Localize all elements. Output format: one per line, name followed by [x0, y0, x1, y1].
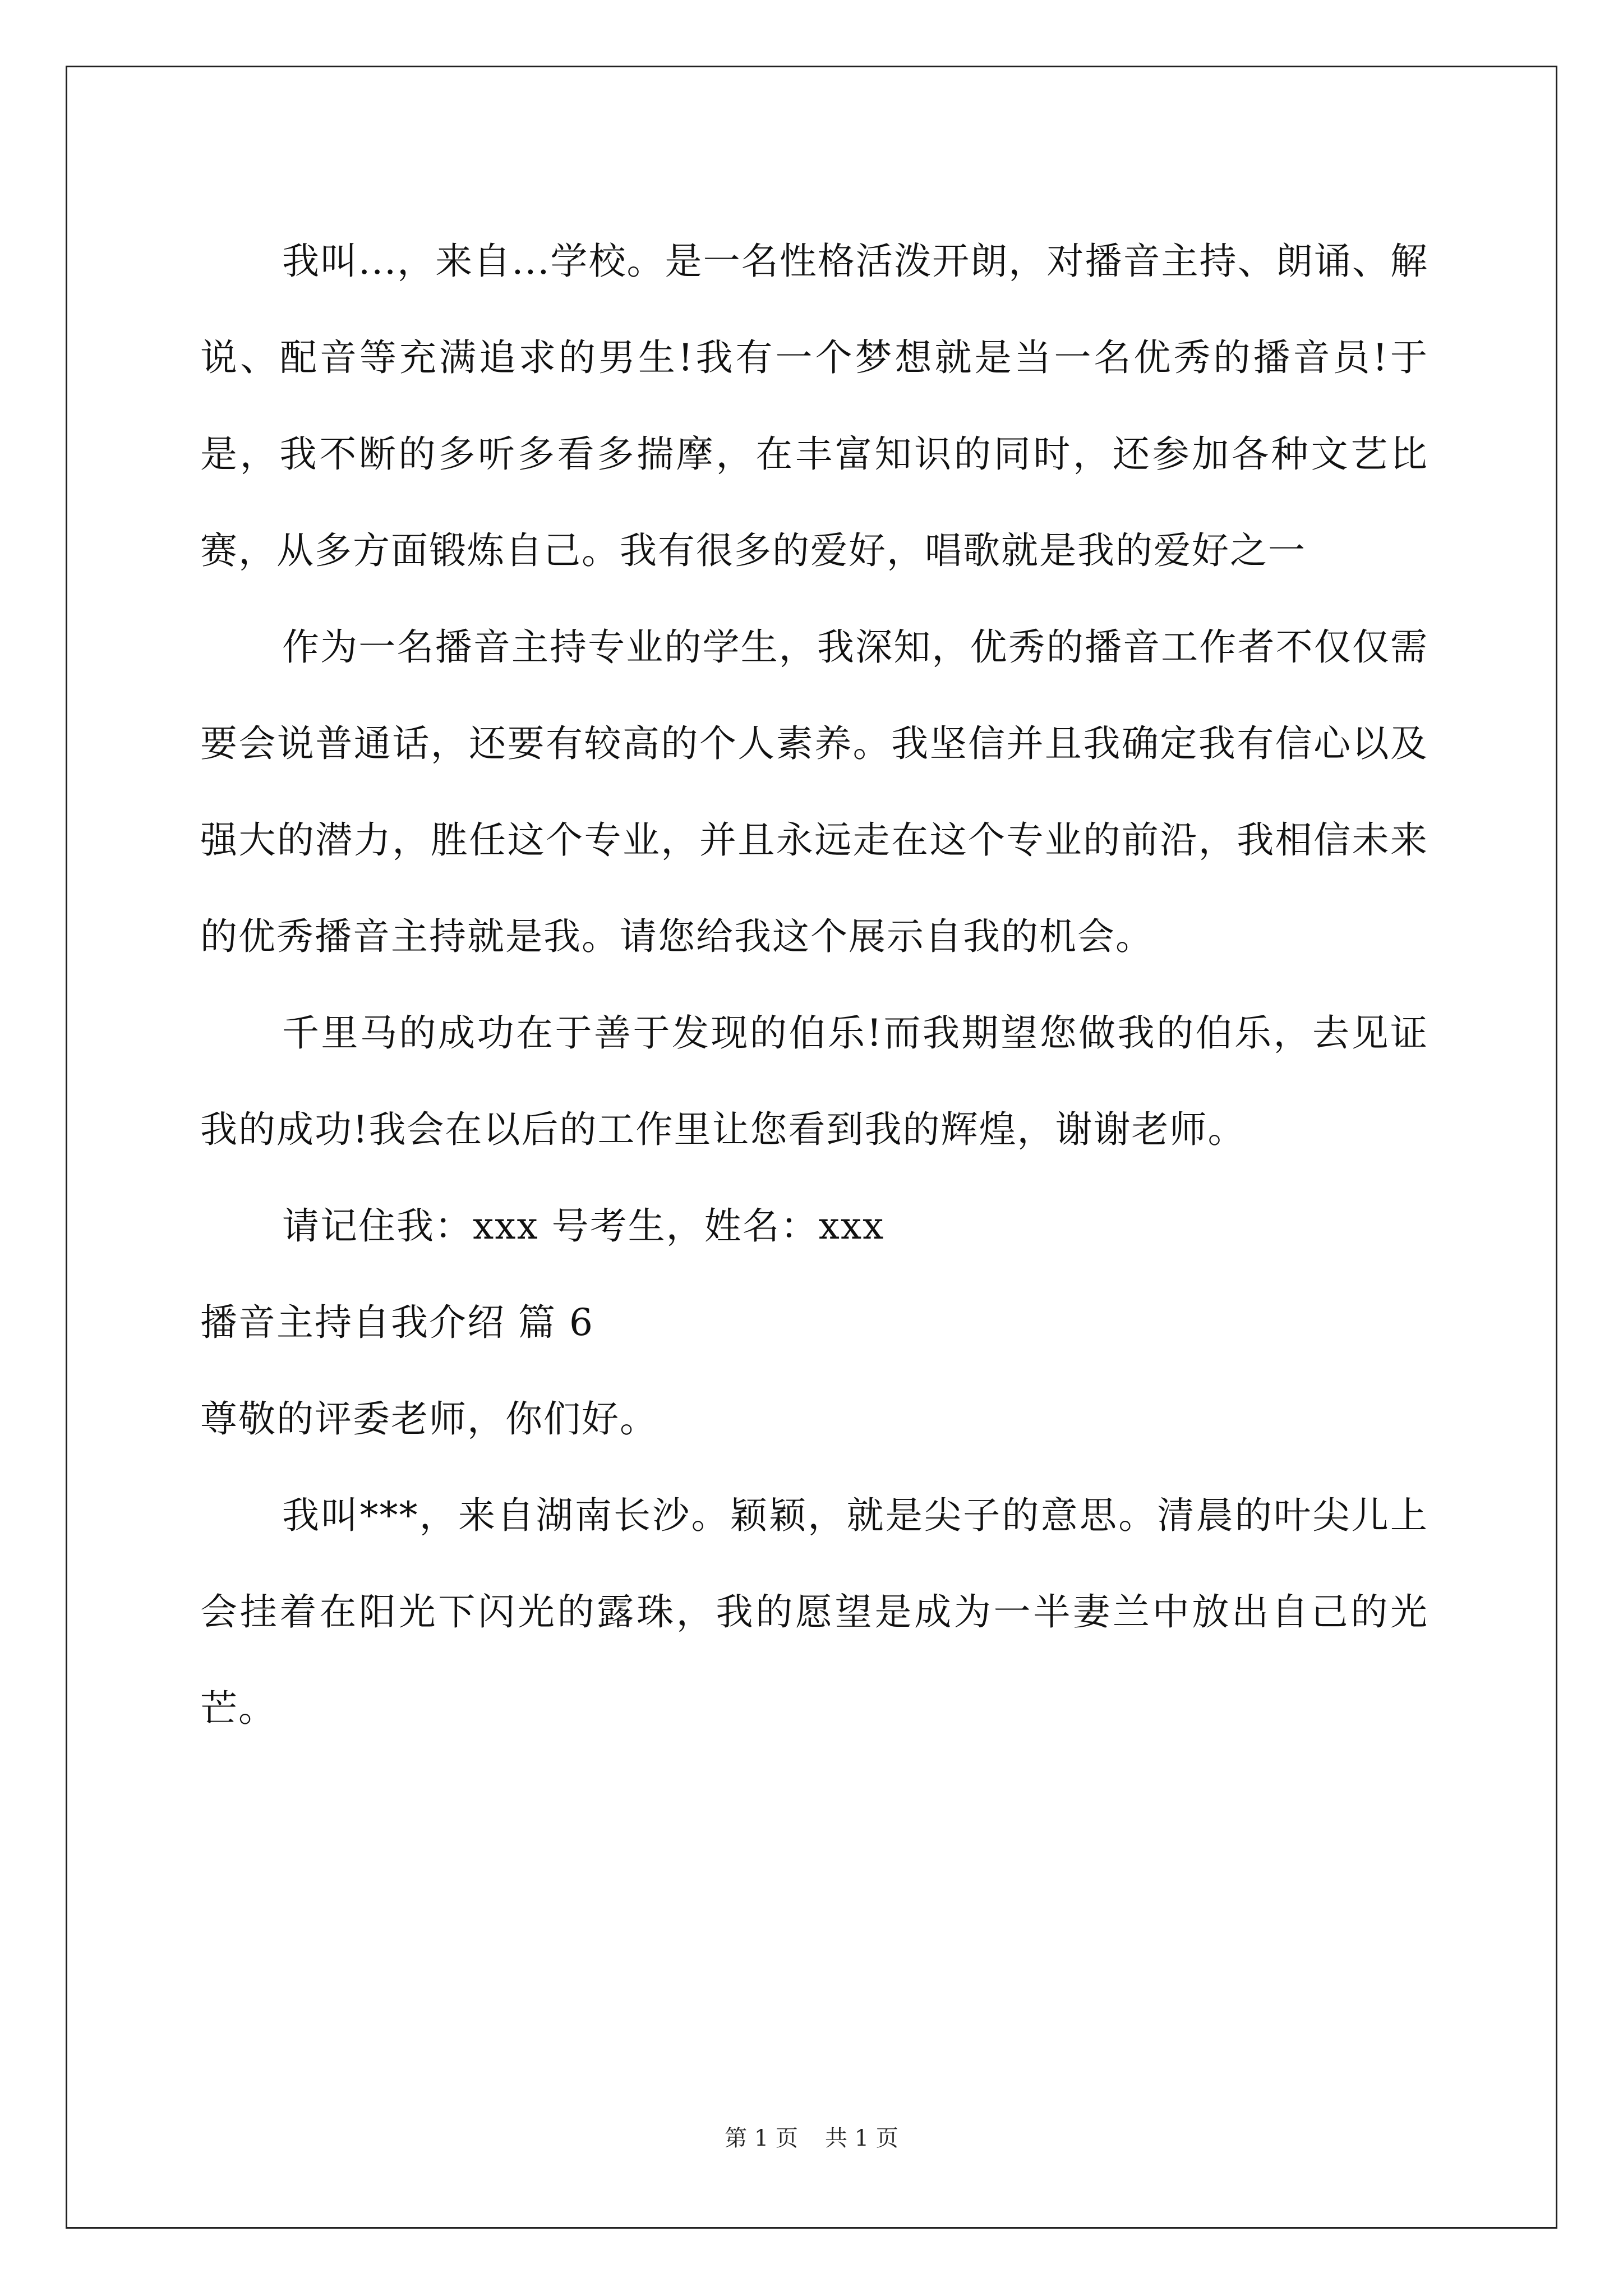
page-footer	[0, 2122, 1623, 2155]
paragraph-4: 请记住我：xxx 号考生，姓名：xxx	[282, 1204, 885, 1248]
page-total: 共 1 页	[825, 2125, 898, 2151]
section-heading: 播音主持自我介绍 篇 6	[200, 1301, 594, 1344]
paragraph-2: 作为一名播音主持专业的学生，我深知，优秀的播音工作者不仅仅需要会说普通话，还要有较高的个人素养。我坚信并且我确定我有信心以及强大的潜力，胜任这个专业，并且永远走在这个专业的前沿，我相信未来的优秀播音主持就是我。请您给我这个展示自我的机会。	[200, 625, 1428, 958]
paragraph-5: 我叫***，来自湖南长沙。颖颖，就是尖子的意思。清晨的叶尖儿上会挂着在阳光下闪光的露珠，我的愿望是成为一半妻兰中放出自己的光芒。	[200, 1494, 1428, 1730]
page-number: 第 1 页	[725, 2125, 798, 2151]
greeting-line: 尊敬的评委老师，你们好。	[200, 1397, 658, 1441]
document-body	[200, 213, 1428, 1757]
paragraph-3: 千里马的成功在于善于发现的伯乐!而我期望您做我的伯乐，去见证我的成功!我会在以后的工作里让您看到我的辉煌，谢谢老师。	[200, 1011, 1428, 1151]
paragraph-1: 我叫...，来自...学校。是一名性格活泼开朗，对播音主持、朗诵、解说、配音等充满追求的男生!我有一个梦想就是当一名优秀的播音员!于是，我不断的多听多看多揣摩，在丰富知识的同时，还参加各种文艺比赛，从多方面锻炼自己。我有很多的爱好，唱歌就是我的爱好之一	[200, 240, 1428, 572]
